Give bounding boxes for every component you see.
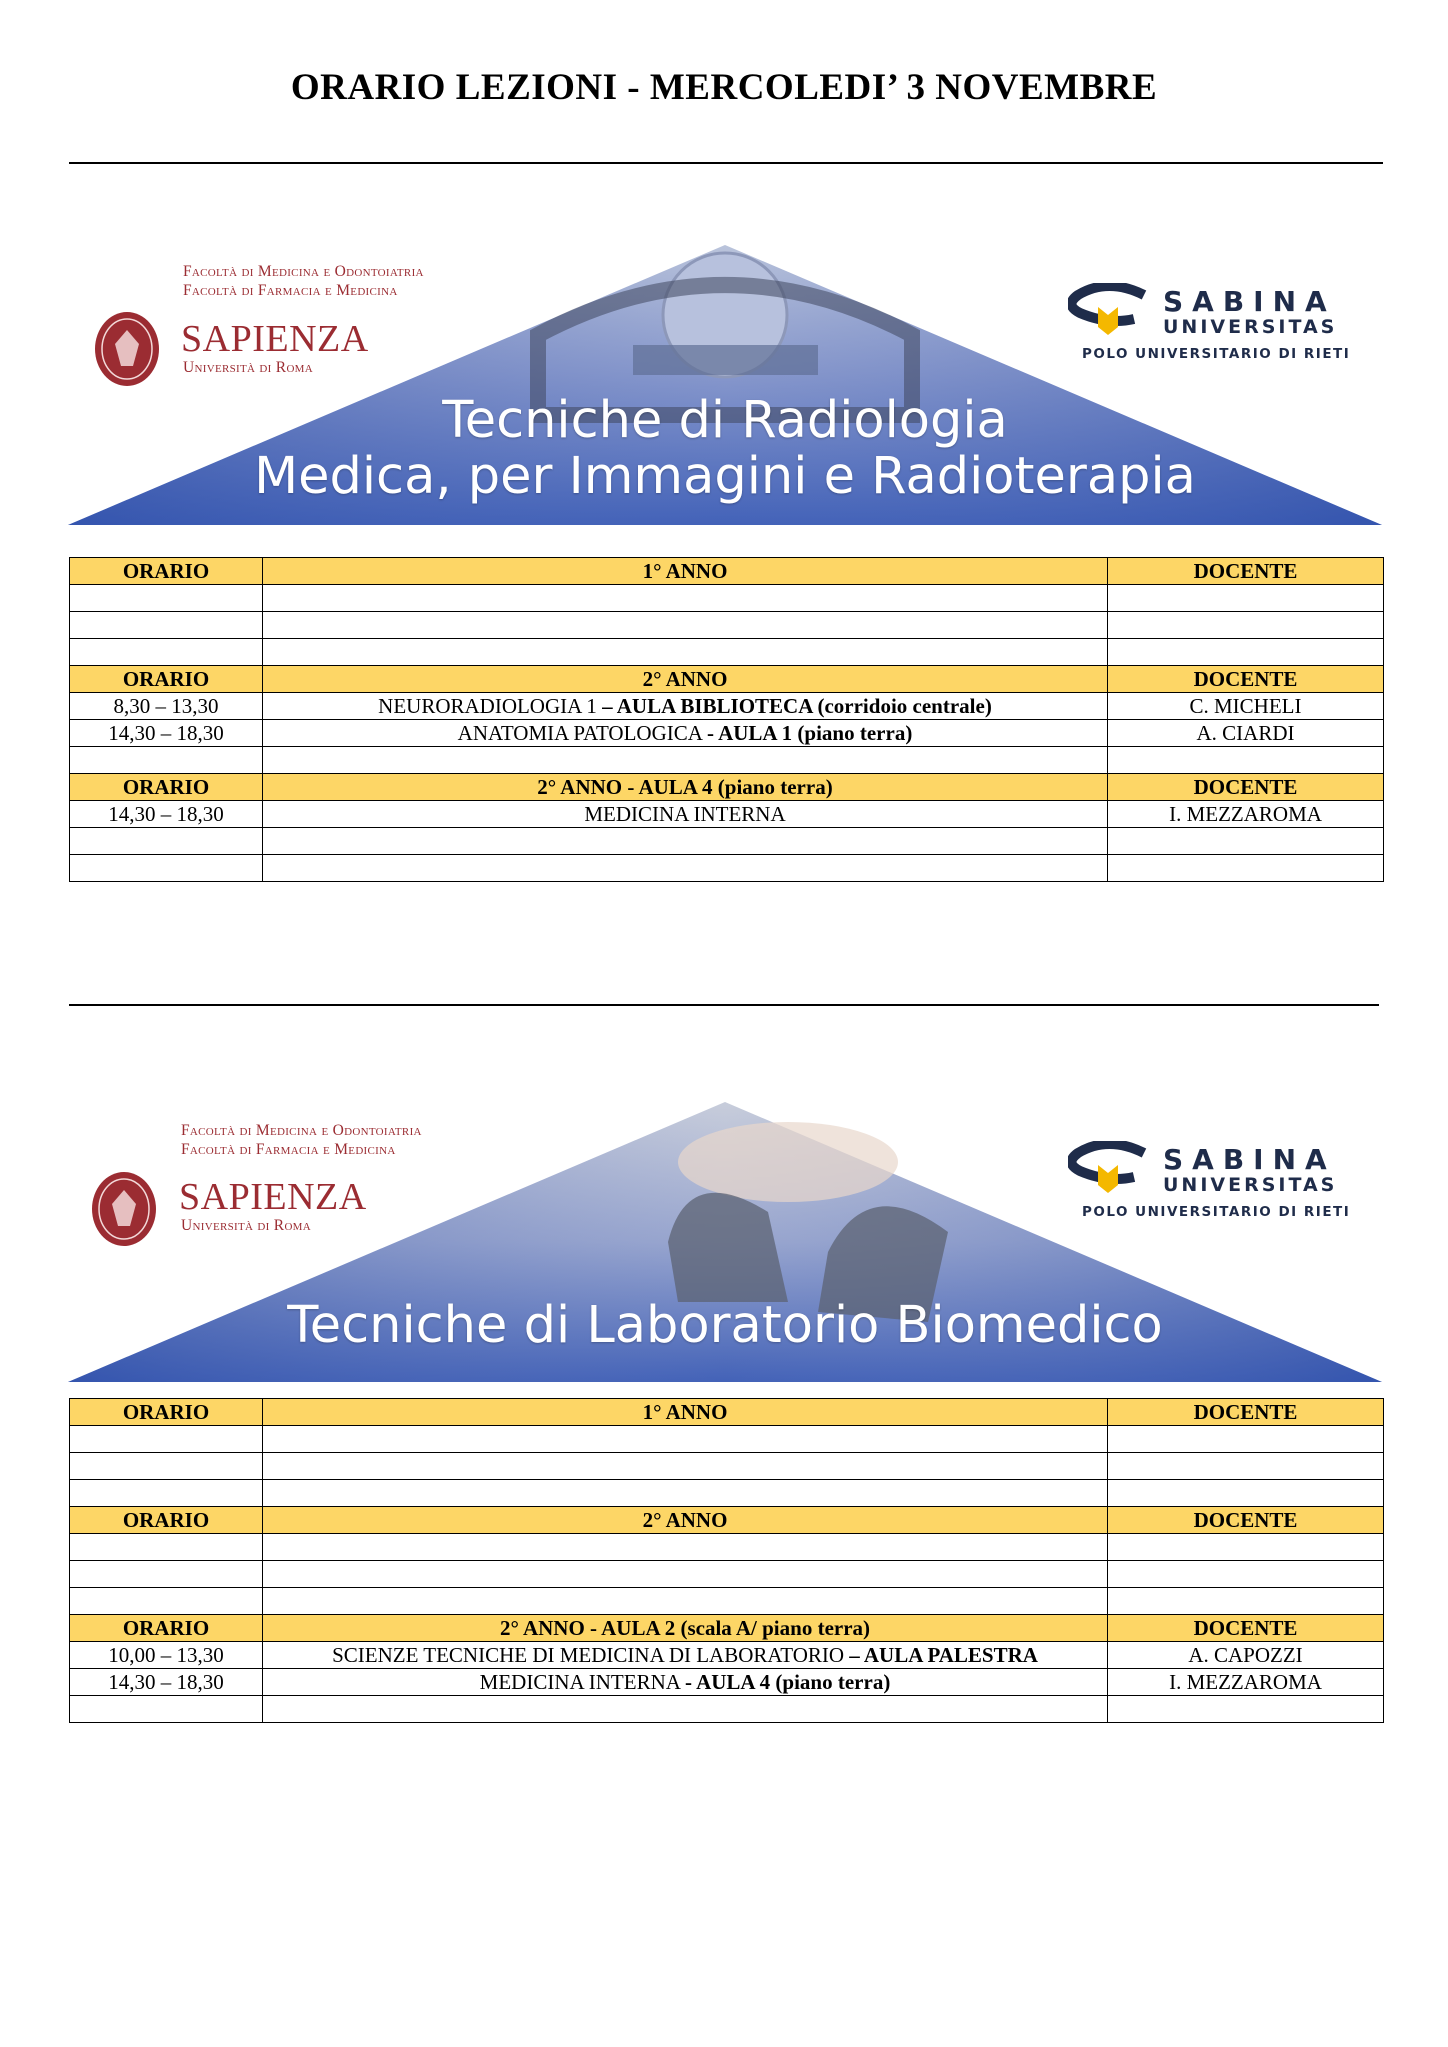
table-row: 8,30 – 13,30 NEURORADIOLOGIA 1 – AULA BIBLIOTECA (corridoio centrale) C. MICHELI [70, 693, 1384, 720]
sapienza-name: SAPIENZA [179, 1176, 367, 1218]
table-header-row: ORARIO 2° ANNO DOCENTE [70, 1507, 1384, 1534]
table-row: 14,30 – 18,30 ANATOMIA PATOLOGICA - AULA 1 (piano terra) A. CIARDI [70, 720, 1384, 747]
table-row: 10,00 – 13,30 SCIENZE TECNICHE DI MEDICINA DI LABORATORIO – AULA PALESTRA A. CAPOZZI [70, 1642, 1384, 1669]
sabina-name: SABINA [1163, 285, 1336, 318]
table-header-row: ORARIO 2° ANNO - AULA 4 (piano terra) DOCENTE [70, 774, 1384, 801]
table-row: 14,30 – 18,30 MEDICINA INTERNA - AULA 4 (piano terra) I. MEZZAROMA [70, 1669, 1384, 1696]
schedule-table-radiologia [69, 557, 1384, 882]
course-title-line1: Tecniche di Laboratorio Biomedico [287, 1296, 1163, 1355]
table-row [70, 585, 1384, 612]
sapienza-seal-icon [90, 1170, 158, 1248]
sapienza-seal-icon [93, 310, 161, 388]
faculty-names: Facoltà di Medicina e Odontoiatria Facoltà di Farmacia e Medicina [181, 1122, 422, 1158]
table-row [70, 1588, 1384, 1615]
divider [69, 162, 1383, 164]
table-row [70, 828, 1384, 855]
table-header-row: ORARIO 1° ANNO DOCENTE [70, 558, 1384, 585]
table-header-row: ORARIO 2° ANNO - AULA 2 (scala A/ piano terra) DOCENTE [70, 1615, 1384, 1642]
table-row [70, 639, 1384, 666]
table-row [70, 747, 1384, 774]
course-title [68, 1298, 1382, 1354]
sabina-polo: POLO UNIVERSITARIO DI RIETI [1082, 1204, 1351, 1220]
faculty-names: Facoltà di Medicina e Odontoiatria Facoltà di Farmacia e Medicina [183, 263, 424, 299]
table-row [70, 1534, 1384, 1561]
table-row [70, 1480, 1384, 1507]
schedule-table-laboratorio [69, 1398, 1384, 1723]
page-title: ORARIO LEZIONI - MERCOLEDI’ 3 NOVEMBRE [290, 67, 1158, 108]
table-row [70, 612, 1384, 639]
table-row [70, 1426, 1384, 1453]
sapienza-subtitle: Università di Roma [183, 359, 314, 376]
course-title [68, 393, 1382, 505]
sabina-book-logo-icon [1068, 283, 1154, 339]
table-header-row: ORARIO 2° ANNO DOCENTE [70, 666, 1384, 693]
sabina-name: SABINA [1163, 1143, 1336, 1176]
divider [69, 1004, 1379, 1006]
course-title-line2: Medica, per Immagini e Radioterapia [254, 447, 1196, 506]
table-row [70, 1561, 1384, 1588]
sabina-book-logo-icon [1068, 1141, 1154, 1197]
sapienza-name: SAPIENZA [181, 318, 369, 360]
sabina-universitas: UNIVERSITAS [1163, 316, 1338, 338]
table-row: 14,30 – 18,30 MEDICINA INTERNA I. MEZZAROMA [70, 801, 1384, 828]
course-title-line1: Tecniche di Radiologia [442, 391, 1008, 450]
sabina-polo: POLO UNIVERSITARIO DI RIETI [1082, 346, 1351, 362]
table-header-row: ORARIO 1° ANNO DOCENTE [70, 1399, 1384, 1426]
sapienza-subtitle: Università di Roma [181, 1217, 312, 1234]
table-row [70, 1696, 1384, 1723]
sabina-universitas: UNIVERSITAS [1163, 1174, 1338, 1196]
table-row [70, 1453, 1384, 1480]
table-row [70, 855, 1384, 882]
